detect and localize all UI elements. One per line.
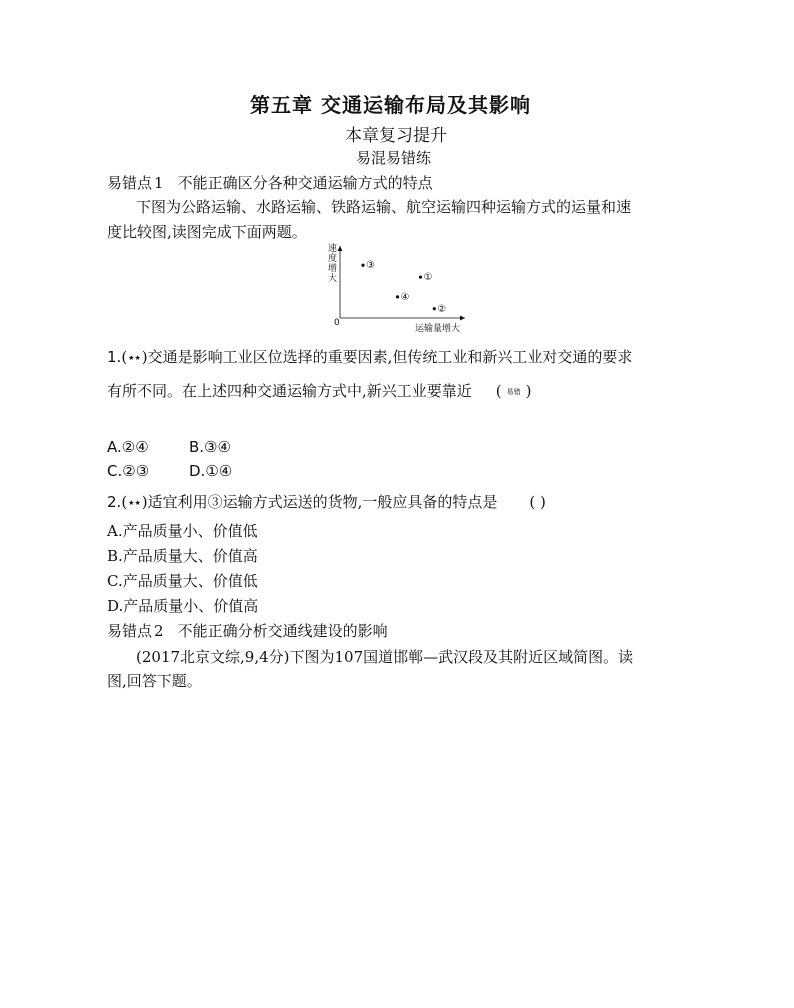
data-point-label: ①	[423, 272, 433, 284]
difficulty-badge: ★★	[128, 499, 141, 507]
data-point	[433, 307, 436, 310]
chapter-title: 第五章 交通运输布局及其影响	[250, 93, 531, 117]
error-point-number: 1	[154, 174, 164, 192]
origin-label: 0	[334, 318, 340, 328]
q1-option-b[interactable]: B.③④	[189, 438, 231, 456]
error-point-label: 易错点	[107, 174, 153, 192]
error-prone-mark: 易错	[506, 388, 521, 396]
data-point-label: ③	[366, 260, 375, 272]
q2-option-a[interactable]: A.产品质量小、价值低	[107, 522, 258, 540]
q1-option-d[interactable]: D.①④	[189, 462, 233, 480]
error-point-text: 不能正确区分各种交通运输方式的特点	[177, 174, 433, 192]
intro2-line-2: 图,回答下题。	[107, 672, 202, 690]
subsection-title: 易混易错练	[356, 149, 432, 167]
answer-paren: ( )	[529, 493, 546, 511]
question-text: 交通是影响工业区位选择的重要因素,但传统工业和新兴工业对交通的要求	[147, 348, 633, 366]
q2-option-d[interactable]: D.产品质量小、价值高	[107, 597, 259, 615]
data-point	[419, 275, 422, 278]
error-point-label: 易错点	[107, 622, 153, 640]
question-text-pre: 适宜利用	[147, 493, 208, 511]
data-point-label: ④	[400, 291, 410, 303]
answer-paren-close: )	[525, 382, 532, 400]
y-axis-arrow	[338, 246, 343, 251]
data-point	[361, 264, 364, 267]
chart-points	[361, 260, 446, 315]
question-1-line-1: 1.(★★)交通是影响工业区位选择的重要因素,但传统工业和新兴工业对交通的要求	[107, 348, 633, 366]
x-axis-arrow	[460, 316, 465, 321]
error-point-text: 不能正确分析交通线建设的影响	[177, 622, 388, 640]
difficulty-badge: ★★	[128, 354, 141, 362]
question-number: 2.	[107, 493, 122, 511]
data-point	[396, 295, 399, 298]
circled-number: ③	[207, 493, 223, 511]
question-text-cont: 有所不同。在上述四种交通运输方式中,新兴工业要靠近	[107, 382, 472, 400]
question-1-line-2	[107, 380, 532, 401]
intro-line-1: 下图为公路运输、水路运输、铁路运输、航空运输四种运输方式的运量和速	[136, 198, 632, 216]
error-point-1	[107, 172, 433, 193]
x-axis-label: 运输量增大	[415, 324, 461, 334]
data-point-label: ②	[437, 303, 447, 315]
question-number: 1.	[107, 348, 122, 366]
q1-option-a[interactable]: A.②④	[107, 438, 149, 456]
answer-paren-open: (	[495, 382, 502, 400]
error-point-2	[107, 620, 388, 641]
q1-option-c[interactable]: C.②③	[107, 462, 150, 480]
question-2: 2.(★★)适宜利用③运输方式运送的货物,一般应具备的特点是 ( )	[107, 493, 546, 511]
y-axis-label: 速度增大	[328, 244, 338, 284]
question-text-post: 运输方式运送的货物,一般应具备的特点是	[222, 493, 498, 511]
error-point-number: 2	[154, 622, 164, 640]
section-title: 本章复习提升	[345, 126, 447, 146]
intro-line-2: 度比较图,读图完成下面两题。	[107, 223, 307, 241]
intro2-line-1: (2017北京文综,9,4分)下图为107国道邯郸—武汉段及其附近区域简图。读	[136, 648, 634, 666]
q2-option-b[interactable]: B.产品质量大、价值高	[107, 547, 258, 565]
q2-option-c[interactable]: C.产品质量大、价值低	[107, 572, 258, 590]
